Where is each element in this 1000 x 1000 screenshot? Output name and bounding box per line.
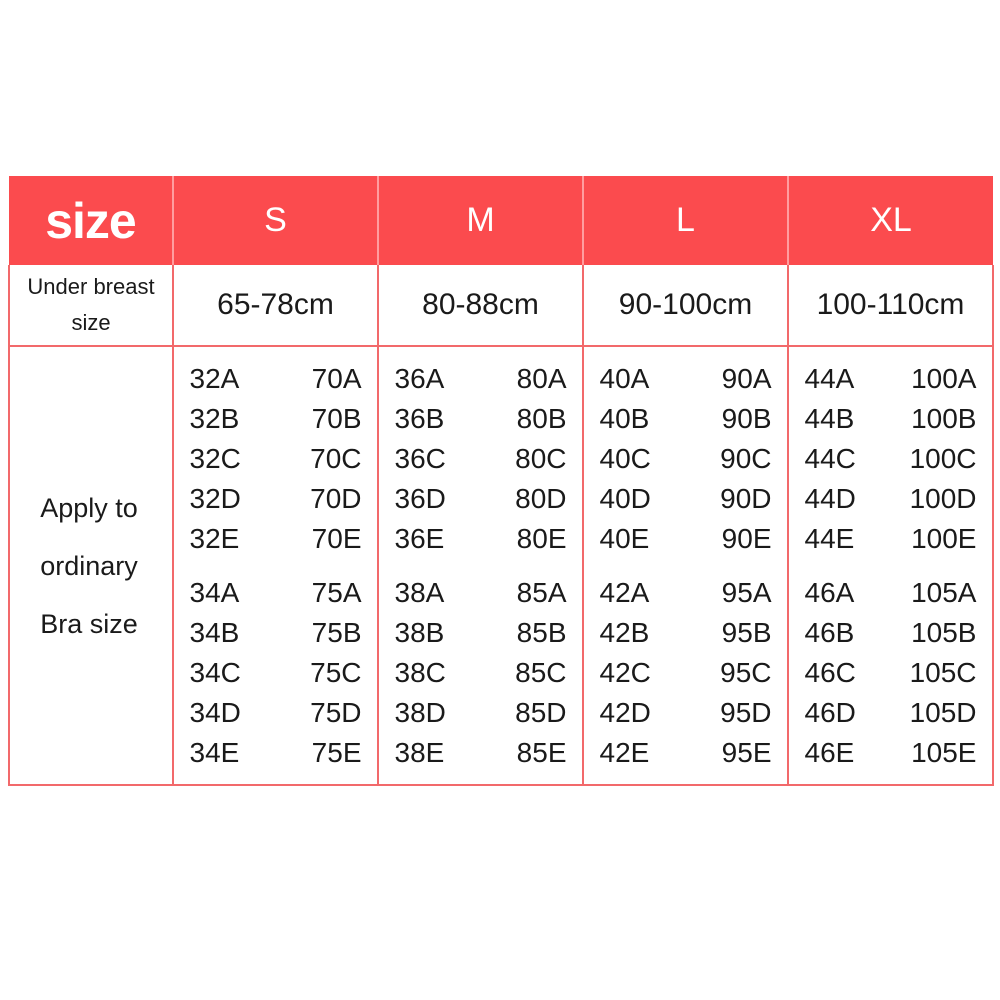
bra-size-band-inch: 40B [599, 402, 650, 434]
bra-size-band-cm: 90B [721, 402, 772, 434]
bra-size-band-inch: 38A [394, 576, 445, 608]
apply-label-line: ordinary [40, 550, 138, 581]
size-chart-table [8, 176, 994, 786]
bra-size-group [395, 359, 567, 559]
bra-size-line [805, 359, 977, 399]
bra-size-line [805, 519, 977, 559]
bra-size-band-inch: 38C [394, 656, 446, 688]
bra-size-band-inch: 46B [804, 616, 855, 648]
under-breast-value-m: 80-88cm [378, 265, 583, 346]
bra-size-band-inch: 36E [394, 522, 445, 554]
bra-size-band-cm: 80E [516, 522, 567, 554]
bra-size-band-inch: 34A [189, 576, 240, 608]
bra-size-band-inch: 36A [394, 362, 445, 394]
bra-size-band-cm: 105A [911, 576, 977, 608]
apply-label-line: Bra size [40, 608, 138, 639]
bra-size-band-inch: 40A [599, 362, 650, 394]
bra-size-band-inch: 40C [599, 442, 651, 474]
bra-size-band-inch: 36D [394, 482, 446, 514]
bra-size-line [395, 693, 567, 733]
bra-size-line [395, 359, 567, 399]
bra-size-line [805, 399, 977, 439]
bra-size-group [190, 573, 362, 773]
bra-cell-m [378, 346, 583, 785]
bra-size-band-cm: 90C [720, 442, 772, 474]
bra-size-band-inch: 32B [189, 402, 240, 434]
size-letter: L [676, 201, 695, 239]
bra-size-band-inch: 38E [394, 736, 445, 768]
bra-cell-s [173, 346, 378, 785]
bra-size-group [600, 573, 772, 773]
under-breast-label-line2: size [71, 310, 111, 335]
bra-size-band-inch: 32E [189, 522, 240, 554]
bra-size-band-inch: 42E [599, 736, 650, 768]
bra-size-band-cm: 80B [516, 402, 567, 434]
under-breast-label-cell [9, 265, 173, 346]
bra-size-band-cm: 75B [311, 616, 362, 648]
apply-label-line: Apply to [40, 492, 138, 523]
bra-size-line [395, 519, 567, 559]
bra-size-line [600, 439, 772, 479]
bra-size-band-cm: 95D [720, 696, 772, 728]
bra-size-band-inch: 44D [804, 482, 856, 514]
bra-size-band-cm: 105C [909, 656, 977, 688]
bra-size-line [190, 359, 362, 399]
under-breast-value-s: 65-78cm [173, 265, 378, 346]
bra-size-band-inch: 44E [804, 522, 855, 554]
bra-size-band-cm: 70C [310, 442, 362, 474]
bra-size-band-inch: 44A [804, 362, 855, 394]
bra-size-band-inch: 38D [394, 696, 446, 728]
bra-size-band-inch: 44B [804, 402, 855, 434]
bra-size-band-inch: 40E [599, 522, 650, 554]
bra-size-band-cm: 90A [721, 362, 772, 394]
bra-size-line [190, 479, 362, 519]
bra-size-line [805, 733, 977, 773]
bra-size-band-inch: 34D [189, 696, 241, 728]
bra-size-band-cm: 70E [311, 522, 362, 554]
bra-size-line [395, 653, 567, 693]
bra-size-band-cm: 95B [721, 616, 772, 648]
bra-size-line [395, 613, 567, 653]
bra-size-band-cm: 70A [311, 362, 362, 394]
bra-size-band-cm: 85B [516, 616, 567, 648]
bra-size-line [190, 573, 362, 613]
bra-size-line [190, 519, 362, 559]
under-breast-value-l: 90-100cm [583, 265, 788, 346]
bra-size-band-inch: 34C [189, 656, 241, 688]
bra-size-line [805, 613, 977, 653]
bra-size-band-cm: 75E [311, 736, 362, 768]
bra-size-band-cm: 85E [516, 736, 567, 768]
bra-size-band-inch: 46D [804, 696, 856, 728]
bra-size-line [600, 573, 772, 613]
bra-size-line [190, 613, 362, 653]
bra-size-band-cm: 85A [516, 576, 567, 608]
bra-size-band-cm: 70B [311, 402, 362, 434]
bra-size-band-cm: 100D [909, 482, 977, 514]
bra-size-line [805, 573, 977, 613]
size-header-xl [788, 176, 993, 265]
bra-size-line [190, 439, 362, 479]
bra-size-line [805, 653, 977, 693]
bra-size-list [584, 359, 787, 773]
bra-size-band-inch: 34B [189, 616, 240, 648]
bra-size-line [600, 693, 772, 733]
bra-size-band-cm: 90D [720, 482, 772, 514]
bra-size-band-cm: 80C [515, 442, 567, 474]
bra-size-group [600, 359, 772, 559]
bra-size-line [805, 693, 977, 733]
bra-size-band-cm: 105D [909, 696, 977, 728]
bra-size-band-cm: 90E [721, 522, 772, 554]
under-breast-label-line1: Under breast [27, 274, 155, 299]
bra-size-line [600, 359, 772, 399]
bra-size-group [190, 359, 362, 559]
size-letter: XL [870, 201, 912, 239]
bra-size-band-cm: 75A [311, 576, 362, 608]
bra-size-band-inch: 34E [189, 736, 240, 768]
bra-size-band-inch: 40D [599, 482, 651, 514]
bra-size-line [805, 479, 977, 519]
bra-size-band-inch: 36C [394, 442, 446, 474]
bra-size-line [395, 573, 567, 613]
bra-size-band-inch: 42C [599, 656, 651, 688]
size-header-l [583, 176, 788, 265]
bra-size-list [379, 359, 582, 773]
bra-size-line [395, 479, 567, 519]
bra-size-band-inch: 32D [189, 482, 241, 514]
size-header-s [173, 176, 378, 265]
bra-size-line [600, 399, 772, 439]
under-breast-value-xl: 100-110cm [788, 265, 993, 346]
header-row [9, 176, 993, 265]
bra-size-line [395, 733, 567, 773]
bra-size-list [174, 359, 377, 773]
bra-size-group [805, 573, 977, 773]
size-label: size [45, 192, 136, 249]
bra-size-band-cm: 75C [310, 656, 362, 688]
bra-size-band-cm: 105B [911, 616, 977, 648]
bra-size-band-cm: 70D [310, 482, 362, 514]
bra-cell-xl [788, 346, 993, 785]
bra-size-band-inch: 46C [804, 656, 856, 688]
bra-size-line [190, 693, 362, 733]
bra-cell-l [583, 346, 788, 785]
bra-size-line [600, 519, 772, 559]
under-breast-row [9, 265, 993, 346]
size-label-cell [9, 176, 173, 265]
bra-size-band-inch: 46E [804, 736, 855, 768]
bra-size-band-cm: 95A [721, 576, 772, 608]
bra-size-line [190, 399, 362, 439]
bra-size-band-cm: 95E [721, 736, 772, 768]
bra-size-band-inch: 32A [189, 362, 240, 394]
bra-size-band-cm: 80A [516, 362, 567, 394]
bra-size-line [600, 653, 772, 693]
bra-size-line [395, 399, 567, 439]
bra-size-band-cm: 100A [911, 362, 977, 394]
size-letter: M [466, 201, 495, 239]
bra-size-band-inch: 44C [804, 442, 856, 474]
bra-size-band-cm: 85D [515, 696, 567, 728]
bra-size-line [600, 733, 772, 773]
bra-size-band-inch: 42A [599, 576, 650, 608]
bra-size-line [805, 439, 977, 479]
bra-size-band-inch: 42B [599, 616, 650, 648]
bra-size-band-inch: 32C [189, 442, 241, 474]
bra-size-list [789, 359, 992, 773]
bra-size-band-cm: 100C [909, 442, 977, 474]
bra-size-line [190, 733, 362, 773]
bra-size-band-cm: 100E [911, 522, 977, 554]
bra-size-band-inch: 42D [599, 696, 651, 728]
bra-size-line [190, 653, 362, 693]
bra-size-band-inch: 38B [394, 616, 445, 648]
bra-size-line [395, 439, 567, 479]
size-header-m [378, 176, 583, 265]
bra-size-band-cm: 105E [911, 736, 977, 768]
apply-label-cell [9, 346, 173, 785]
bra-size-band-cm: 95C [720, 656, 772, 688]
bra-size-band-cm: 75D [310, 696, 362, 728]
bra-size-row [9, 346, 993, 785]
bra-size-band-cm: 85C [515, 656, 567, 688]
bra-size-group [395, 573, 567, 773]
bra-size-line [600, 479, 772, 519]
bra-size-band-inch: 36B [394, 402, 445, 434]
size-letter: S [264, 201, 287, 239]
under-breast-label [10, 269, 172, 341]
bra-size-line [600, 613, 772, 653]
bra-size-band-cm: 80D [515, 482, 567, 514]
bra-size-group [805, 359, 977, 559]
apply-label [10, 479, 172, 653]
bra-size-band-inch: 46A [804, 576, 855, 608]
bra-size-band-cm: 100B [911, 402, 977, 434]
